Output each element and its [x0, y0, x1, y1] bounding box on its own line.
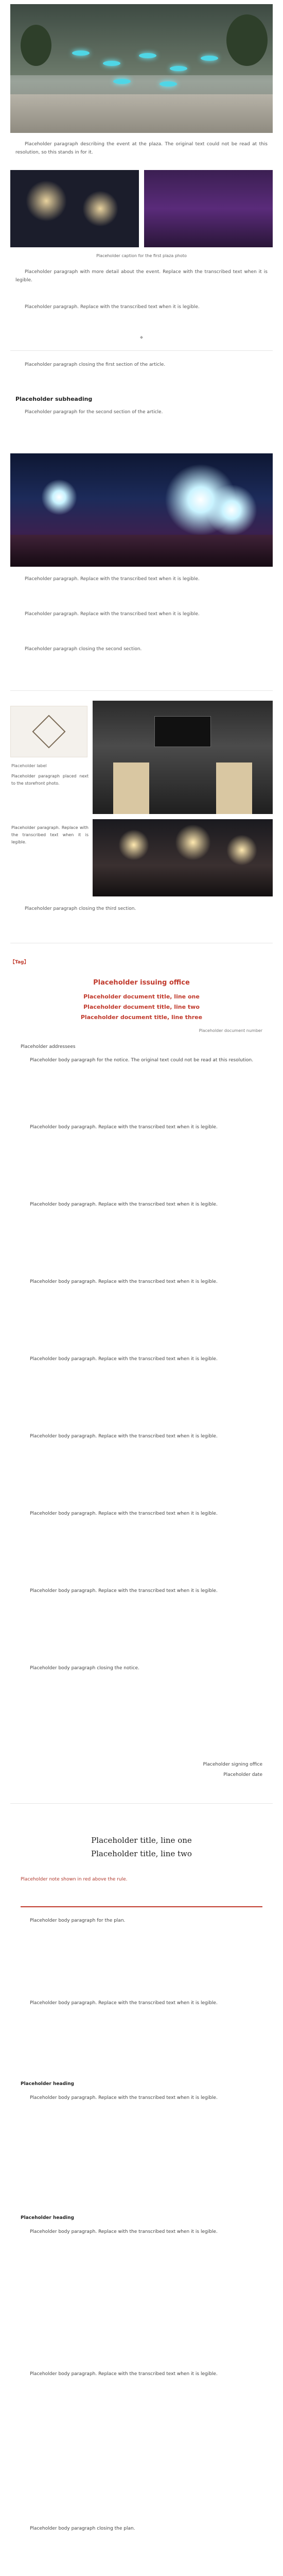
plan-red-note: Placeholder note shown in red above the rule.: [21, 1877, 128, 1882]
fireworks-photo: [10, 453, 273, 567]
section-one-paragraph-3: Placeholder paragraph. Replace with the transcribed text when it is legible.: [25, 304, 200, 310]
plan-body-4: Placeholder body paragraph. Replace with the transcribed text when it is legible.: [30, 2229, 218, 2234]
event-photo-left: [10, 170, 139, 247]
section-one-paragraph-2: Placeholder paragraph with more detail about the event. Replace with the transcribed text when it is legible.: [15, 269, 268, 283]
plan-title-line-2: Placeholder title, line two: [91, 1849, 192, 1858]
section-two-paragraph-2: Placeholder paragraph. Replace with the transcribed text when it is legible.: [25, 577, 200, 582]
event-photo-right: [144, 170, 273, 247]
plan-body-5: Placeholder body paragraph. Replace with the transcribed text when it is legible.: [30, 2371, 218, 2377]
notice-title-line-3: Placeholder document title, line three: [80, 1014, 203, 1021]
plan-heading-1: Placeholder heading: [21, 2081, 74, 2087]
section-two-paragraph-4: Placeholder paragraph closing the second section.: [25, 647, 142, 652]
plan-title-line-1: Placeholder title, line one: [91, 1836, 192, 1845]
brand-logo-image: [10, 706, 87, 757]
notice-recipients: Placeholder addressees: [21, 1044, 76, 1049]
storefront-photo: [93, 701, 273, 814]
notice-body-3: Placeholder body paragraph. Replace with the transcribed text when it is legible.: [30, 1202, 218, 1207]
notice-body-9: Placeholder body paragraph closing the notice.: [30, 1666, 139, 1671]
notice-body-4: Placeholder body paragraph. Replace with the transcribed text when it is legible.: [30, 1279, 218, 1284]
plaza-photo: [10, 4, 273, 133]
notice-title-line-2: Placeholder document title, line two: [83, 1004, 200, 1010]
notice-sign-date: Placeholder date: [223, 1772, 262, 1777]
plan-body-3: Placeholder body paragraph. Replace with the transcribed text when it is legible.: [30, 2095, 218, 2100]
divider: [10, 1803, 273, 1804]
section-three-paragraph-1: Placeholder paragraph placed next to the storefront photo.: [11, 774, 89, 786]
plan-heading-2: Placeholder heading: [21, 2215, 74, 2221]
section-three-paragraph-3: Placeholder paragraph closing the third section.: [25, 906, 136, 911]
notice-body-1: Placeholder body paragraph for the notice. The original text could not be read at this resolution.: [30, 1058, 254, 1063]
section-two-paragraph-1: Placeholder paragraph for the second section of the article.: [25, 410, 163, 415]
section-one-paragraph-4: Placeholder paragraph closing the first section of the article.: [25, 362, 166, 367]
notice-body-8: Placeholder body paragraph. Replace with the transcribed text when it is legible.: [30, 1588, 218, 1594]
divider: [10, 350, 273, 351]
notice-body-2: Placeholder body paragraph. Replace with the transcribed text when it is legible.: [30, 1125, 218, 1130]
section-two-heading: Placeholder subheading: [15, 396, 93, 402]
divider: [10, 690, 273, 691]
notice-body-7: Placeholder body paragraph. Replace with the transcribed text when it is legible.: [30, 1511, 218, 1516]
section-one-paragraph-1: Placeholder paragraph describing the event at the plaza. The original text could not be read at this resolution, so this stands in for it.: [15, 142, 268, 155]
notice-document-number: Placeholder document number: [199, 1028, 262, 1033]
plan-body-2: Placeholder body paragraph. Replace with the transcribed text when it is legible.: [30, 2001, 218, 2006]
plan-red-rule: [21, 1906, 262, 1907]
section-three-label: Placeholder label: [11, 764, 47, 768]
plan-body-6: Placeholder body paragraph closing the plan.: [30, 2526, 135, 2531]
photo-caption-a: Placeholder caption for the first plaza photo: [96, 253, 187, 258]
notice-issuer: Placeholder issuing office: [93, 979, 190, 987]
notice-tag: 【Tag】: [10, 960, 29, 965]
notice-body-5: Placeholder body paragraph. Replace with the transcribed text when it is legible.: [30, 1357, 218, 1362]
plan-body-1: Placeholder body paragraph for the plan.: [30, 1918, 126, 1923]
section-three-paragraph-2: Placeholder paragraph. Replace with the transcribed text when it is legible.: [11, 825, 89, 844]
notice-sign-office: Placeholder signing office: [203, 1762, 262, 1767]
shop-interior-photo: [93, 819, 273, 896]
notice-body-6: Placeholder body paragraph. Replace with the transcribed text when it is legible.: [30, 1434, 218, 1439]
notice-title-line-1: Placeholder document title, line one: [83, 993, 200, 1000]
section-two-paragraph-3: Placeholder paragraph. Replace with the transcribed text when it is legible.: [25, 612, 200, 617]
separator-dot: ◆: [139, 335, 144, 340]
